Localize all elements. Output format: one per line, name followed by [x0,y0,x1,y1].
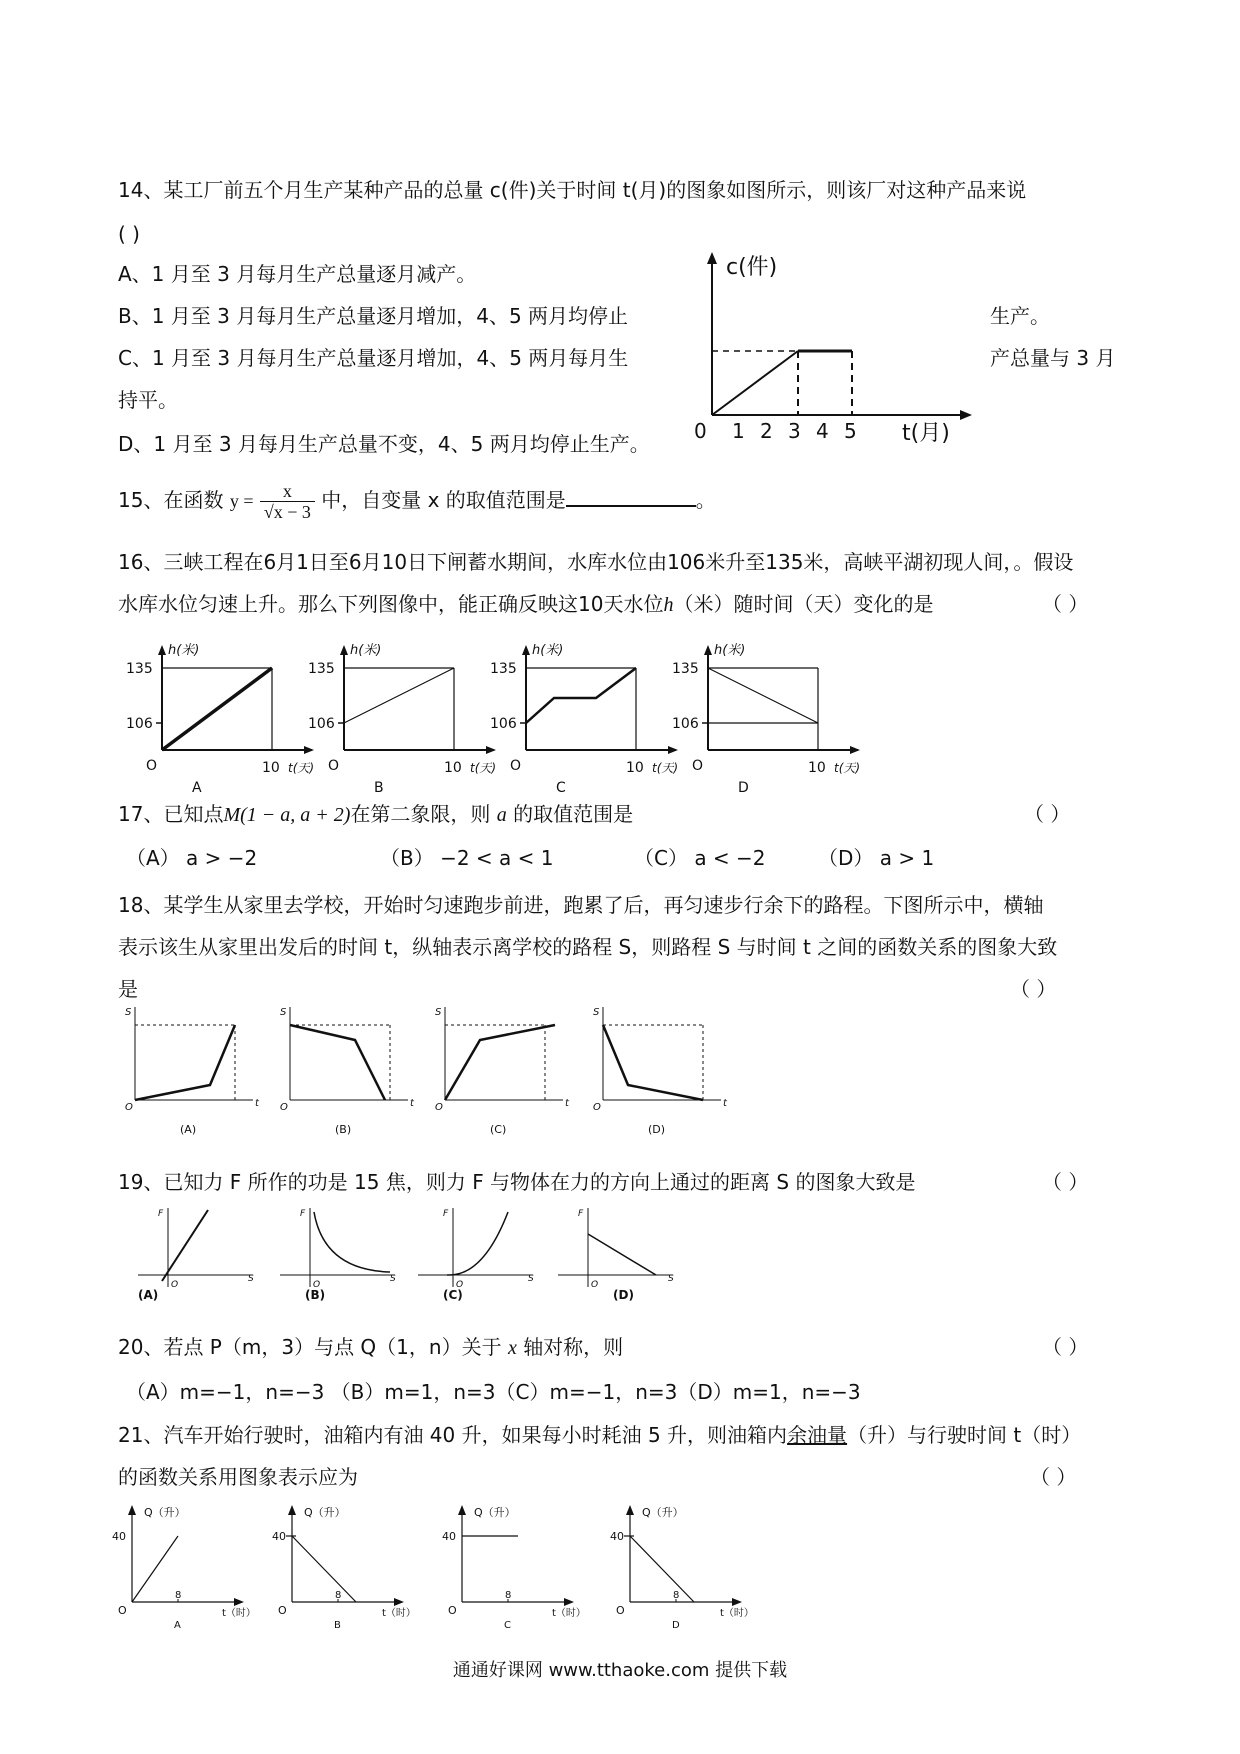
q19-c-s-label: S [528,1274,534,1284]
q21-answer-paren: （ ） [1030,1465,1077,1489]
q18-d-t-label: t [723,1098,727,1109]
q21-a-y-arrow [128,1505,136,1515]
q21-b-x8: 8 [335,1590,342,1601]
q15-radicand: x − 3 [273,502,311,522]
q16-b-x-end: 10 [444,760,462,776]
q14-answer-paren: ( ) [118,222,140,246]
q18-c-t-label: t [565,1098,569,1109]
q16-c-xlabel: t(天) [652,761,679,775]
q16-answer-paren: （ ） [1042,592,1089,616]
q14-graph [680,250,980,450]
q14-tick-3: 3 [788,419,801,443]
q14-tick-2: 2 [760,419,773,443]
q16-c-origin: O [510,758,522,774]
q14-xlabel: t(月) [902,421,950,446]
q15-stem [118,478,716,528]
q21-a-origin: O [118,1604,127,1617]
q15-suffix: 中，自变量 x 的取值范围是 [321,488,566,512]
q19-a-curve [162,1210,208,1281]
q16-c-y-arrow [522,645,530,655]
q14-option-a: A、1 月至 3 月每月生产总量逐月减产。 [118,262,477,286]
q18-c-s-label: S [435,1007,442,1018]
q16-line1: 16、三峡工程在6月1日至6月10日下闸蓄水期间，水库水位由106米升至135米，高峡平湖初现人间，。假设 [118,550,1074,574]
q21-d-y-arrow [626,1505,634,1515]
q21-b-label: B [334,1620,341,1631]
q21-underlined-term: 余油量 [787,1423,848,1447]
q16-d-xlabel: t(天) [834,761,861,775]
q17-a-symbol: a [496,804,507,826]
q19-a-s-label: S [248,1274,254,1284]
q16-d-y-high: 135 [672,661,699,677]
q16-b-y-low: 106 [308,716,335,732]
q14-tick-5: 5 [844,419,857,443]
q17-option-c: （C） a < −2 [634,846,766,870]
q18-answer-paren: （ ） [1010,977,1057,1001]
q16-c-x-end: 10 [626,760,644,776]
q21-line1 [118,1423,1081,1447]
q17-answer-paren: （ ） [1024,802,1071,826]
q19-b-s-label: S [390,1274,396,1284]
q21-d-x-arrow [732,1598,742,1606]
q14-option-c-cont: 持平。 [118,388,178,412]
q21-a-x8: 8 [175,1590,182,1601]
q18-b-t-label: t [410,1098,414,1109]
q18-a-origin: O [125,1102,133,1113]
q16-line2 [118,592,933,617]
q19-c-curve [447,1212,508,1275]
q16-d-y-arrow [704,645,712,655]
q14-ylabel: c(件) [726,255,778,280]
q19-b-curve [314,1212,390,1272]
q19-a-origin: O [171,1280,179,1290]
q20-prefix: 20、若点 P（m，3）与点 Q（1，n）关于 [118,1335,502,1359]
q20-stem [118,1335,623,1360]
q16-graphs [120,640,980,796]
q19-b-label: (B) [305,1288,326,1302]
q14-option-b-tail: 生产。 [990,304,1050,328]
q21-d-ylabel: Q（升） [642,1506,684,1519]
q18-d-curve [603,1025,703,1100]
q19-a-f-label: F [158,1209,164,1219]
q19-d-s-label: S [668,1274,674,1284]
q21-c-y-arrow [458,1505,466,1515]
q19-d-f-label: F [578,1209,584,1219]
q21-c-xlabel: t（时） [552,1608,586,1619]
q21-b-origin: O [278,1604,287,1617]
q16-b-x-arrow [486,746,496,754]
q21-b-curve [292,1536,356,1602]
q16-b-curve [344,668,454,723]
q21-a-ylabel: Q（升） [144,1506,186,1519]
q18-a-s-label: S [125,1007,132,1018]
q17-point: M(1 − a, a + 2) [223,804,351,826]
q16-b-ylabel: h(米) [350,643,382,658]
q21-c-x-arrow [564,1598,574,1606]
q18-a-label: (A) [180,1123,197,1136]
q17-stem [118,802,633,827]
q21-d-xlabel: t（时） [720,1608,754,1619]
q19-c-f-label: F [443,1209,449,1219]
q16-c-y-high: 135 [490,661,517,677]
q21-b-y40: 40 [272,1530,286,1543]
q17-option-b: （B） −2 < a < 1 [380,846,554,870]
q18-c-label: (C) [490,1123,507,1136]
q16-a-y-high: 135 [126,661,153,677]
q20-options: （A）m=−1，n=−3 （B）m=1，n=3（C）m=−1，n=3（D）m=1，n=−3 [126,1380,861,1404]
q18-b-origin: O [280,1102,288,1113]
q21-a-y40: 40 [112,1530,126,1543]
q16-d-x-arrow [850,746,860,754]
q21-c-ylabel: Q（升） [474,1506,516,1519]
q21-a-x-arrow [234,1598,244,1606]
q14-tick-0: 0 [694,419,707,443]
q16-d-x-end: 10 [808,760,826,776]
q15-prefix: 15、在函数 [118,488,224,512]
q16-a-label: A [192,780,202,796]
q16-b-y-high: 135 [308,661,335,677]
q18-d-s-label: S [593,1007,600,1018]
q16-d-label: D [738,780,749,796]
q16-b-y-arrow [340,645,348,655]
q21-c-label: C [504,1620,511,1631]
q21-b-xlabel: t（时） [382,1608,416,1619]
q20-answer-paren: （ ） [1042,1335,1089,1359]
q21-line2: 的函数关系用图象表示应为 [118,1465,358,1489]
q19-d-origin: O [591,1280,599,1290]
q16-a-x-end: 10 [262,760,280,776]
q16-a-x-arrow [304,746,314,754]
q18-c-curve [445,1025,555,1100]
q18-a-curve [135,1025,235,1100]
q16-d-ylabel: h(米) [714,643,746,658]
q16-a-ylabel: h(米) [168,643,200,658]
q18-d-origin: O [593,1102,601,1113]
q19-answer-paren: （ ） [1042,1170,1089,1194]
q21-d-y40: 40 [610,1530,624,1543]
q21-line1-a: 21、汽车开始行驶时，油箱内有油 40 升，如果每小时耗油 5 升，则油箱内 [118,1423,788,1447]
q18-b-s-label: S [280,1007,287,1018]
q20-x-symbol: x [507,1337,517,1359]
q15-answer-blank[interactable] [566,487,696,507]
q18-b-label: (B) [335,1123,352,1136]
q16-line2-text: 水库水位匀速上升。那么下列图像中，能正确反映这10天水位 [118,592,664,616]
q14-option-c-tail: 产总量与 3 月 [990,346,1116,370]
q16-a-origin: O [146,758,158,774]
q16-b-origin: O [328,758,340,774]
q21-line1-b: （升）与行驶时间 t（时） [847,1423,1082,1447]
q16-h-symbol: h [663,594,674,616]
q21-d-curve [630,1536,694,1602]
q17-middle: 在第二象限，则 [350,802,491,826]
q19-stem: 19、已知力 F 所作的功是 15 焦，则力 F 与物体在力的方向上通过的距离 S 的图象大致是 [118,1170,916,1194]
q18-line3: 是 [118,977,138,1001]
q16-a-y-arrow [158,645,166,655]
q15-denominator: √x − 3 [263,502,311,522]
q14-tick-1: 1 [732,419,745,443]
q19-c-origin: O [456,1280,464,1290]
q19-graphs [138,1208,758,1318]
q18-c-origin: O [435,1102,443,1113]
q18-line2: 表示该生从家里出发后的时间 t，纵轴表示离学校的路程 S，则路程 S 与时间 t 之间的函数关系的图象大致 [118,935,1058,959]
q19-d-label: (D) [613,1288,634,1302]
q16-line2-tail: （米）随时间（天）变化的是 [673,592,934,616]
q21-d-x8: 8 [673,1590,680,1601]
q21-b-x-arrow [394,1598,404,1606]
q16-b-label: B [374,780,384,796]
q18-d-label: (D) [648,1123,666,1136]
q18-graphs [125,1005,835,1155]
q15-fraction [260,481,315,522]
q17-suffix: 的取值范围是 [513,802,634,826]
q20-suffix: 轴对称，则 [523,1335,624,1359]
q21-b-y-arrow [288,1505,296,1515]
q16-a-xlabel: t(天) [288,761,315,775]
q19-d-curve [588,1234,656,1275]
q19-b-f-label: F [300,1209,306,1219]
q21-c-x8: 8 [505,1590,512,1601]
q16-c-y-low: 106 [490,716,517,732]
q16-c-label: C [556,780,566,796]
page-footer: 通通好课网 www.tthaoke.com 提供下载 [452,1660,788,1681]
q14-option-c: C、1 月至 3 月每月生产总量逐月增加，4、5 两月每月生 [118,346,629,370]
q18-line1: 18、某学生从家里去学校，开始时匀速跑步前进，跑累了后，再匀速步行余下的路程。下图所示中，横轴 [118,893,1044,917]
q21-b-ylabel: Q（升） [304,1506,346,1519]
q14-tick-4: 4 [816,419,829,443]
q21-c-origin: O [448,1604,457,1617]
q21-a-xlabel: t（时） [222,1608,256,1619]
q21-c-y40: 40 [442,1530,456,1543]
q21-d-label: D [672,1620,680,1631]
q21-a-label: A [174,1620,181,1631]
q17-prefix: 17、已知点 [118,802,224,826]
q16-d-y-low: 106 [672,716,699,732]
q21-graphs [110,1500,890,1640]
q19-b-origin: O [313,1280,321,1290]
q19-a-label: (A) [138,1288,159,1302]
q17-option-a: （A） a > −2 [126,846,258,870]
q21-a-curve [132,1536,178,1602]
q15-end: 。 [695,488,716,512]
q16-d-curve [708,668,818,723]
q16-a-y-low: 106 [126,716,153,732]
q16-b-xlabel: t(天) [470,761,497,775]
q16-c-x-arrow [668,746,678,754]
q16-c-curve [526,668,636,723]
q16-a-curve [162,668,272,750]
q19-c-label: (C) [443,1288,463,1302]
q14-option-b: B、1 月至 3 月每月生产总量逐月增加，4、5 两月均停止 [118,304,629,328]
q18-b-curve [290,1025,385,1100]
q18-a-t-label: t [255,1098,259,1109]
q15-y: y = [229,491,254,511]
q17-option-d: （D） a > 1 [818,846,935,870]
q15-numerator: x [260,481,315,502]
q14-stem: 14、某工厂前五个月生产某种产品的总量 c(件)关于时间 t(月)的图象如图所示，则该厂对这种产品来说 [118,178,1027,202]
q16-c-ylabel: h(米) [532,643,564,658]
q16-d-origin: O [692,758,704,774]
q14-option-d: D、1 月至 3 月每月生产总量不变，4、5 两月均停止生产。 [118,432,650,456]
q21-d-origin: O [616,1604,625,1617]
